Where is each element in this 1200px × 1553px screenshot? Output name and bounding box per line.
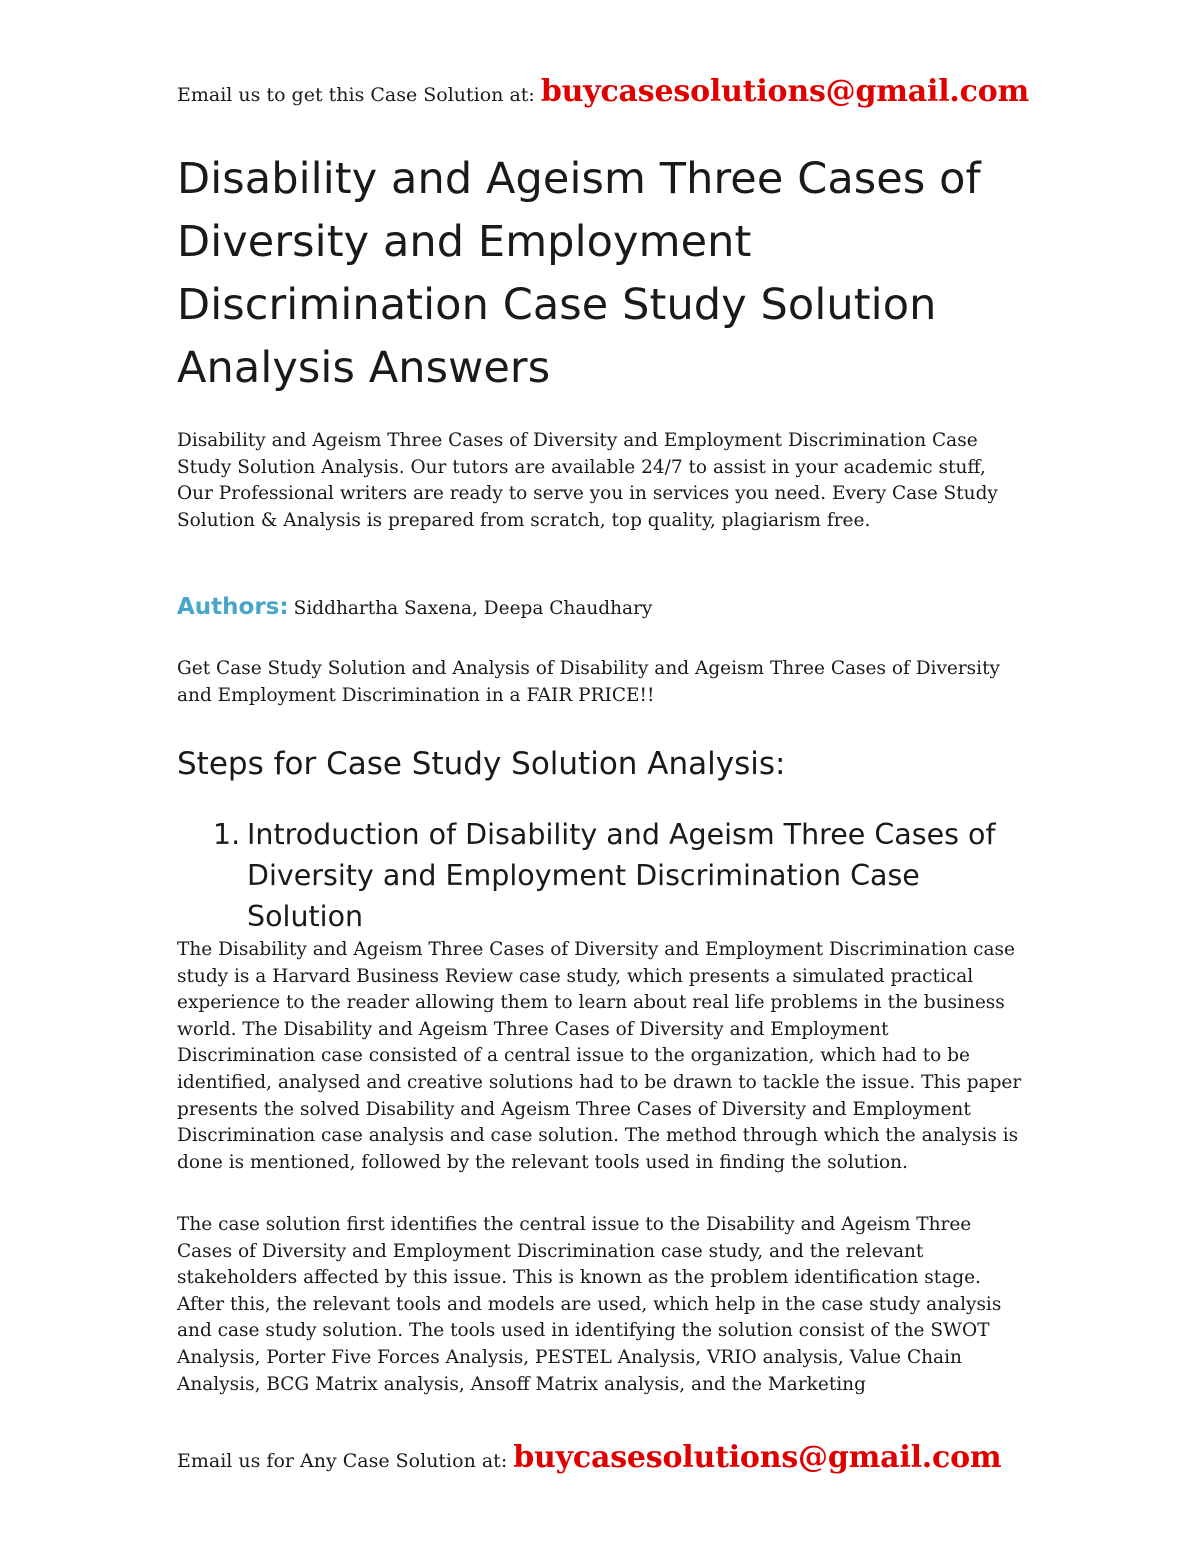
body-paragraph: The case solution first identifies the central issue to the Disability and Ageism Three Cases of Diversity and Employment Discrimination case study, and the relevant stakeholders affected by this issue. This is known as the problem identification stage. After this, the relevant tools and models are used, which help in the case study analysis and case study solution. The tools used in identifying the solution consist of the SWOT Analysis, Porter Five Forces Analysis, PESTEL Analysis, VRIO analysis, Value Chain Analysis, BCG Matrix analysis, Ansoff Matrix analysis, and the Marketing (177, 1214, 1002, 1395)
document-title: Disability and Ageism Three Cases of Diversity and Employment Discrimination Case Study Solution Analysis Answers (177, 154, 981, 393)
email-banner-bottom (177, 1440, 1002, 1475)
email-address-link[interactable]: buycasesolutions@gmail.com (540, 74, 1030, 109)
authors-names: Siddhartha Saxena, Deepa Chaudhary (293, 598, 653, 619)
email-label: Email us to get this Case Solution at: (177, 84, 535, 106)
authors-label: Authors: (177, 594, 289, 620)
email-label: Email us for Any Case Solution at: (177, 1450, 508, 1472)
intro-paragraph: Disability and Ageism Three Cases of Diversity and Employment Discrimination Case Study Solution Analysis. Our tutors are available 24/7 to assist in your academic stuff, Our Professional writers are ready to serve you in services you need. Every Case Study Solution & Analysis is prepared from scratch, top quality, plagiarism free. (177, 430, 998, 531)
cta-paragraph: Get Case Study Solution and Analysis of Disability and Ageism Three Cases of Diversity and Employment Discrimination in a FAIR PRICE!! (177, 658, 1000, 706)
step-title: Introduction of Disability and Ageism Three Cases of Diversity and Employment Discrimination Case Solution (247, 818, 996, 933)
steps-heading: Steps for Case Study Solution Analysis: (177, 746, 786, 782)
step-number: 1. (213, 818, 241, 851)
email-address-link[interactable]: buycasesolutions@gmail.com (513, 1440, 1002, 1475)
body-paragraph: The Disability and Ageism Three Cases of Diversity and Employment Discrimination case study is a Harvard Business Review case study, which presents a simulated practical experience to the reader allowing them to learn about real life problems in the business world. The Disability and Ageism Three Cases of Diversity and Employment Discrimination case consisted of a central issue to the organization, which had to be identified, analysed and creative solutions had to be drawn to tackle the issue. This paper presents the solved Disability and Ageism Three Cases of Diversity and Employment Discrimination case analysis and case solution. The method through which the analysis is done is mentioned, followed by the relevant tools used in finding the solution. (177, 939, 1022, 1173)
authors-line (177, 594, 652, 620)
email-banner-top (177, 74, 1030, 109)
